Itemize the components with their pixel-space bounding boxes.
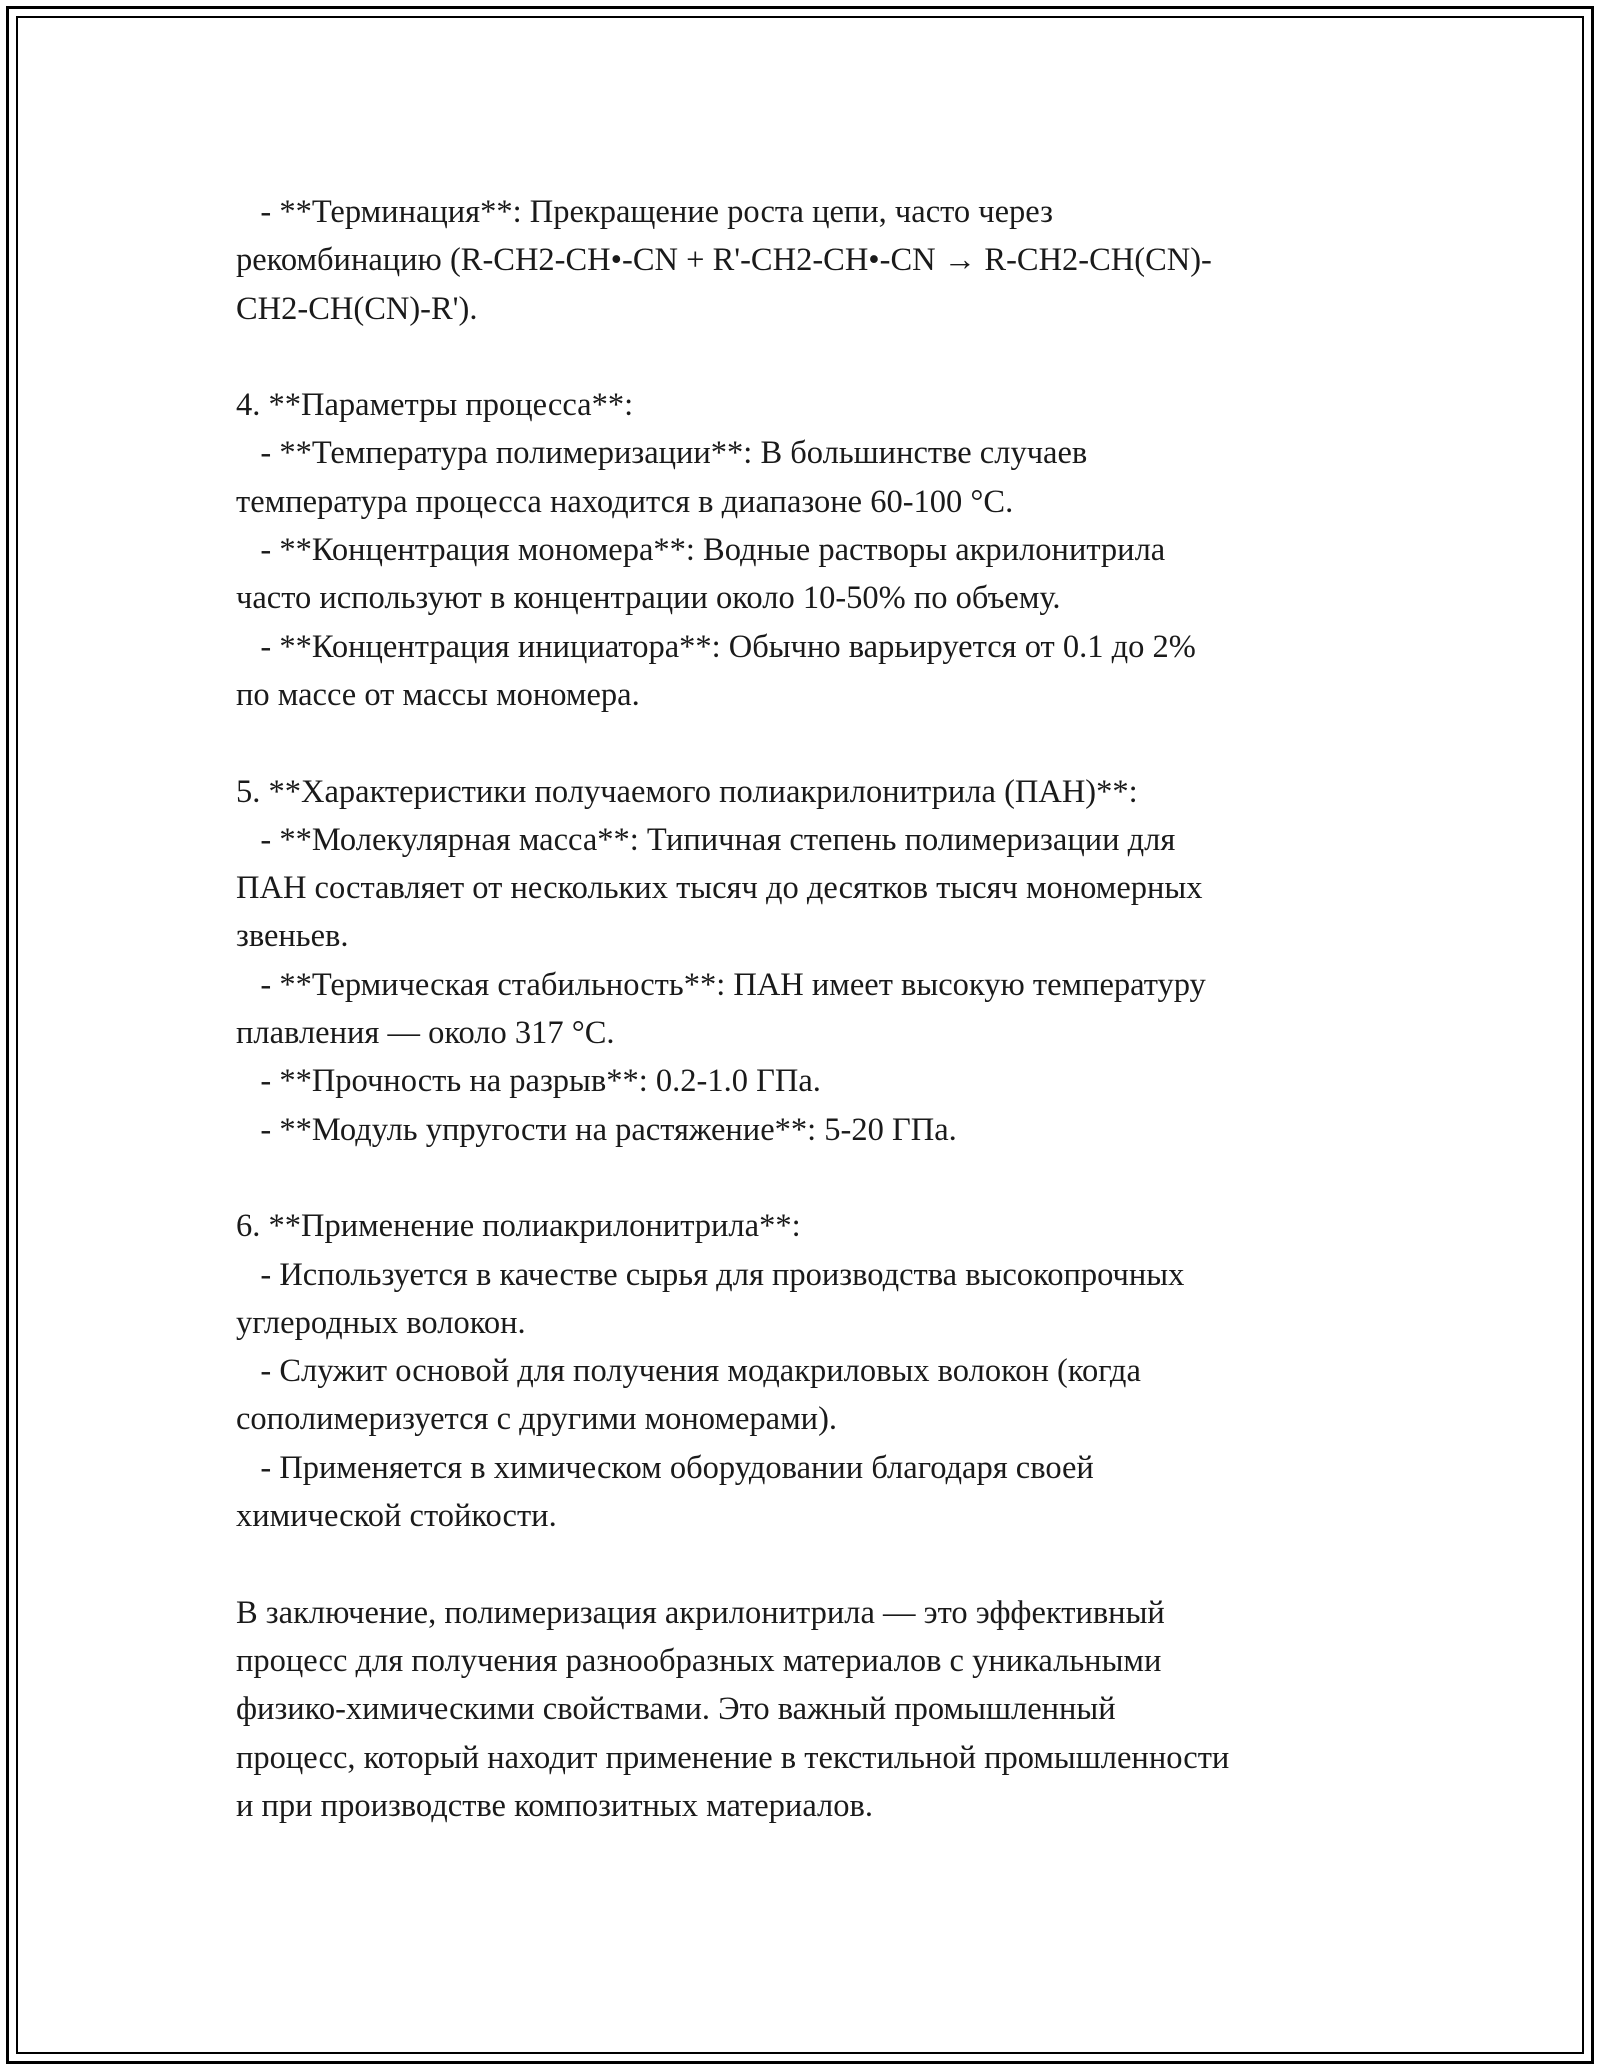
text-line: сополимеризуется с другими мономерами). — [236, 1401, 838, 1438]
text-line: - Используется в качестве сырья для производства высокопрочных — [236, 1256, 1185, 1293]
paragraph-gap — [236, 333, 1386, 381]
text-line: процесс, который находит применение в текстильной промышленности — [236, 1739, 1230, 1776]
text-line: - **Термическая стабильность**: ПАН имеет высокую температуру — [236, 966, 1206, 1003]
text-line: - **Прочность на разрыв**: 0.2-1.0 ГПа. — [236, 1063, 821, 1100]
section-heading: 5. **Характеристики получаемого полиакрилонитрила (ПАН)**: — [236, 773, 1138, 810]
section-process-parameters — [236, 381, 1386, 719]
text-line: плавления — около 317 °C. — [236, 1015, 615, 1052]
text-line: углеродных волокон. — [236, 1304, 526, 1341]
text-line: - **Модуль упругости на растяжение**: 5-20 ГПа. — [236, 1111, 957, 1148]
text-line: CH2-CH(CN)-R'). — [236, 290, 478, 327]
conclusion-paragraph — [236, 1589, 1386, 1830]
text-line: и при производстве композитных материалов. — [236, 1787, 873, 1824]
text-line: по массе от массы мономера. — [236, 676, 640, 713]
section-heading: 6. **Применение полиакрилонитрила**: — [236, 1208, 801, 1245]
section-pan-applications — [236, 1202, 1386, 1540]
text-line: - **Температура полимеризации**: В большинстве случаев — [236, 435, 1088, 472]
section-pan-characteristics — [236, 768, 1386, 1154]
document-body — [236, 188, 1386, 1830]
text-line: рекомбинацию (R-CH2-CH•-CN + R'-CH2-CH•-CN → R-CH2-CH(CN)- — [236, 242, 1212, 279]
text-line: - **Молекулярная масса**: Типичная степень полимеризации для — [236, 821, 1176, 858]
paragraph-gap — [236, 1540, 1386, 1588]
text-line: звеньев. — [236, 918, 349, 955]
section-heading: 4. **Параметры процесса**: — [236, 387, 634, 424]
text-line: процесс для получения разнообразных материалов с уникальными — [236, 1642, 1162, 1679]
text-line: - Служит основой для получения модакриловых волокон (когда — [236, 1353, 1141, 1390]
paragraph-gap — [236, 1154, 1386, 1202]
text-line: - **Концентрация инициатора**: Обычно варьируется от 0.1 до 2% — [236, 628, 1196, 665]
text-line: - **Концентрация мономера**: Водные растворы акрилонитрила — [236, 532, 1166, 569]
paragraph-gap — [236, 719, 1386, 767]
text-line: - Применяется в химическом оборудовании благодаря своей — [236, 1449, 1094, 1486]
text-line: физико-химическими свойствами. Это важный промышленный — [236, 1691, 1116, 1728]
text-line: В заключение, полимеризация акрилонитрила — это эффективный — [236, 1594, 1165, 1631]
termination-paragraph — [236, 188, 1386, 333]
text-line: температура процесса находится в диапазоне 60-100 °C. — [236, 483, 1014, 520]
text-line: химической стойкости. — [236, 1498, 557, 1535]
text-line: часто используют в концентрации около 10-50% по объему. — [236, 580, 1061, 617]
text-line: ПАН составляет от нескольких тысяч до десятков тысяч мономерных — [236, 870, 1203, 907]
text-line: - **Терминация**: Прекращение роста цепи, часто через — [236, 194, 1053, 230]
